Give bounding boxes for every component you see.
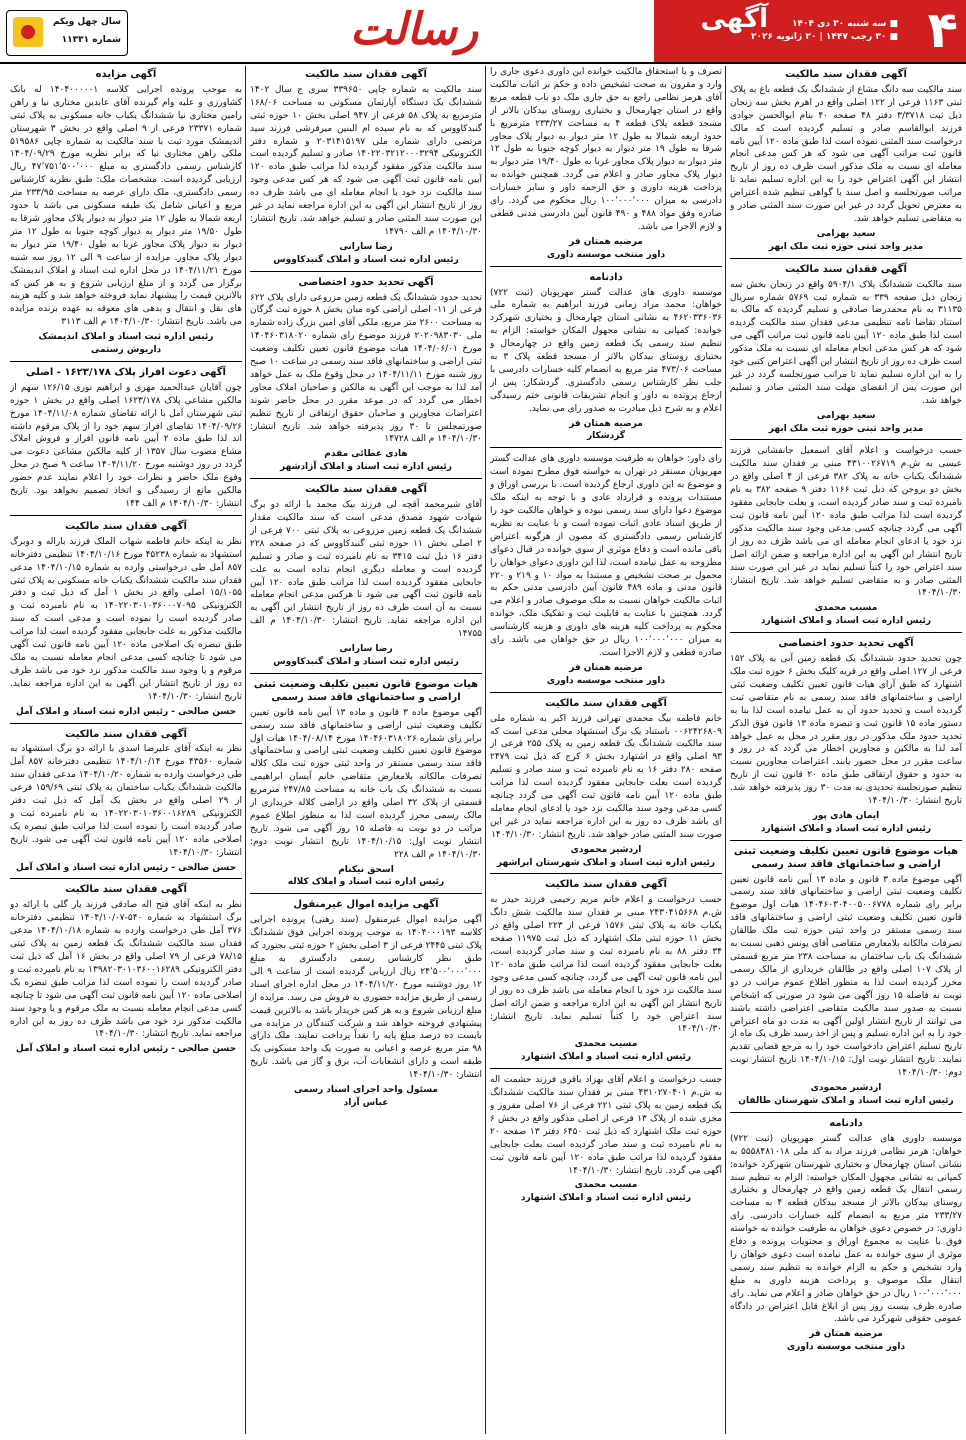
legal-notice <box>490 272 722 449</box>
notice-body: آگهی موضوع ماده ۳ قانون و ماده ۱۳ آیین نامه قانون تعیین تکلیف وضعیت ثبتی اراضی و ساختمانهای فاقد سند رسمی برابر رای شماره ۱۴۰۴۶۰۳۰۴۰۰۵۰۰۶۷۷۸ هیات اول موضوع قانون تعیین تکلیف وضعیت ثبتی اراضی و ساختمانهای فاقد سند رسمی مستقر در واحد ثبتی حوزه ثبت ملک طالقان تصرفات مالکانه بلامعارض متقاضی آقای یونس ذهبی نسبت به ششدانگ یک باب ساختمان به مساحت ۲۳۸ متر مربع قسمتی از پلاک ۱۰۷ اصلی واقع در طالقان خریداری از مالک رسمی محرز گردیده است لذا به منظور اطلاع عموم مراتب در دو نوبت به فاصله ۱۵ روز آگهی می شود در صورتی که اشخاص نسبت به صدور سند مالکیت متقاضی اعتراضی داشته باشند می توانند از تاریخ انتشار اولین آگهی به مدت دو ماه اعتراض خود را به این اداره تسلیم و پس از اخذ رسید ظرف یک ماه از تاریخ تسلیم اعتراض دادخواست خود را به مرجع قضایی تقدیم نمایند. تاریخ انتشار نوبت اول: ۱۴۰۴/۱۰/۱۵ تاریخ انتشار نوبت دوم: ۱۴۰۴/۱۰/۳۰ <box>730 874 962 1079</box>
notice-body: چون آقایان عبدالحمید مهری و ابراهیم نوری ۱۲۶/۱۵ سهم از مالکین مشاعی پلاک ۱۶۲۳/۱۷۸ اصلی واقع در بخش ۱ حوزه ثبتی شهرستان آمل با ارائه تقاضای شماره ۱۴۰۴/۱۱/۰۸ مورخ ۱۴۰۴/۰۹/۲۶ تقاضای افراز سهم خود را از پلاک مرقوم داشته اند لذا طبق ماده ۲ آیین نامه قانون افراز و فروش املاک مشاع مصوب سال ۱۳۵۷ از کلیه مالکین مشاعی دعوت می گردد در روز دوشنبه مورخ ۱۴۰۴/۱۱/۲۰ ساعت ۹ صبح در محل وقوع ملک حاضر و نظرات خود را اعلام نمایند عدم حضور مالکین مانع از رسیدگی و اتخاذ تصمیم نخواهد بود. تاریخ انتشار: ۱۴۰۴/۱۰/۳۰ م الف ۱۴۴ <box>10 382 242 509</box>
notice-body: تصرف و یا استحقاق مالکیت خوانده این داوری دعوی جاری را وارد و مقرون به صحت تشخیص داده و حکم بر اثبات مالکیت آقای هرمز نظامی راجع به حق جاری ملک دو باب قطعه مربع واقع در استان چهارمحال و بختیاری روستای بیدکان بالاتر از مسجد قطعه پلاک قطعه ۴ به مساحت ۲۳۳/۲۷ مترمربع با حدود اربعه شمالا به طول ۱۲ متر دیوار به دیوار پلاک مجاور شرقا به طول ۱۹ متر دیوار به دیوار کوچه جنوبا به طول ۱۲ متر دیوار به دیوار پلاک مجاور غربا به طول ۱۹/۴۰ متر دیوار به دیوار پلاک مجاور صادر و اعلام می گردد. همچنین خوانده به پرداخت هزینه داوری و حق الزحمه داور و سایر خسارات دادرسی به میزان ۱۰۰٬۰۰۰٬۰۰۰ ریال محکوم می گردد. رای صادره وفق مواد ۴۸۸ و ۴۹۰ قانون آیین دادرسی مدنی قطعی و لازم الاجرا می باشد. <box>490 67 722 232</box>
page-number: ۴ <box>927 1 958 59</box>
legal-notice <box>250 899 482 1114</box>
column-divider <box>485 66 486 1434</box>
notice-signatory-title: رئیس اداره ثبت اسناد و املاک گنبدکاووس <box>273 254 459 265</box>
notice-signatory: رضا سارانی <box>339 644 393 655</box>
legal-notice <box>490 879 722 1069</box>
notice-body: سند مالکیت به شماره چاپی ۳۳۹۶۵۰ سری ج سال ۱۴۰۲ ششدانگ یک دستگاه آپارتمان مسکونی به مساحت ۱۶۸/۰۶ مترمربع به پلاک ۵۸ فرعی از ۹۴۷ اصلی بخش ۱۰ حوزه ثبتی گنبدکاووس که به نام سیده ام البنین میرفرشی فرزند سید مرتضی دارای شماره ملی ۲۰۳۱۴۱۵۱۹۷ و شماره دفتر الکترونیکی ۱۴۰۲۲۰۳۲۱۲۰۰۰۳۲۹۴ صادر و تسلیم گردیده است سند مالکیت مذکور مفقود گردیده لذا مراتب طبق ماده ۱۲۰ آیین نامه قانون ثبت آگهی می شود که هر کس مدعی وجود سند مالکیت نزد خود یا انجام معامله ای می باشد ظرف ده روز از تاریخ انتشار این آگهی به این اداره مراجعه نماید در غیر این صورت سند المثنی صادر و تسلیم خواهد شد. تاریخ انتشار: ۱۴۰۴/۱۰/۳۰ م الف ۱۴۷۹۰ <box>250 84 482 237</box>
ads-column-4 <box>10 66 242 1434</box>
legal-notice <box>10 884 242 1060</box>
issue-line: شماره ۱۱۳۳۱ <box>61 35 121 45</box>
notice-signatory: رئیس اداره ثبت اسناد و املاک اندیمشک <box>38 332 214 343</box>
notice-signatory-title: رئیس اداره ثبت اسناد و املاک شهرستان ابراشهر <box>496 857 716 868</box>
notice-signatory: سعید بهرامی <box>816 228 876 239</box>
issue-dates <box>751 18 898 44</box>
notice-signatory-title: داور منتخب موسسه داوری <box>546 675 666 686</box>
notice-signatory: اسحق نیکنام <box>338 864 394 875</box>
legal-notice <box>730 264 962 441</box>
notice-title: آگهی فقدان سند مالکیت <box>545 879 667 891</box>
notice-signatory-title: رئیس اداره ثبت اسناد و املاک کلاله <box>287 877 445 888</box>
notice-title: آگهی فقدان سند مالکیت <box>65 520 187 532</box>
ads-column-3 <box>250 66 482 1434</box>
notice-signatory: مرضیه همتان فر <box>569 662 643 673</box>
notice-title: آگهی دعوت افراز پلاک ۱۶۲۳/۱۷۸ - اصلی <box>26 366 226 378</box>
notice-title: آگهی فقدان سند مالکیت <box>305 484 427 496</box>
legal-notice <box>490 453 722 692</box>
notice-title: آگهی فقدان سند مالکیت <box>65 884 187 896</box>
legal-notice <box>250 69 482 272</box>
notice-body: آگهی موضوع ماده ۳ قانون و ماده ۱۳ آیین نامه قانون تعیین تکلیف وضعیت ثبتی اراضی و ساختمانهای فاقد سند رسمی برابر رای شماره ۱۴۰۴۶۰۳۱۸۰۲۶ مورخ ۱۴۰۴/۰۸/۱۴ هیات اول موضوع قانون تعیین تکلیف وضعیت ثبتی اراضی و ساختمانهای فاقد سند رسمی مستقر در واحد ثبتی حوزه ثبت ملک کلاله تصرفات مالکانه بلامعارض متقاضی خانم آیسان ابراهیمی نسبت به ششدانگ یک باب خانه به مساحت ۲۴۷/۸۵ مترمربع قسمتی از پلاک ۳۲ اصلی واقع در اراضی کلاله خریداری از مالک رسمی محرز گردیده است لذا به منظور اطلاع عموم مراتب در دو نوبت به فاصله ۱۵ روز آگهی می شود. تاریخ انتشار نوبت اول: ۱۴۰۴/۱۰/۱۵ تاریخ انتشار نوبت دوم: ۱۴۰۴/۱۰/۳۰ م الف ۲۲۸ <box>250 707 482 860</box>
notice-signatory-title: رئیس اداره ثبت اسناد و املاک اشتهارد <box>760 616 932 627</box>
legal-notice <box>10 729 242 880</box>
notice-title: دادنامه <box>829 1117 863 1129</box>
notice-signatory-title: رئیس اداره ثبت اسناد و املاک اشتهارد <box>520 1052 692 1063</box>
notice-body: موسسه داوری های عدالت گستر مهرپویان (ثبت ۷۲۲) خواهان: هرمز نظامی فرزند مراد به کد ملی ۵۵۵۸۴۸۱۰۱۸ به نشانی استان چهارمحال و بختیاری شهرستان شهرکرد خوانده: کمپانی به نشانی مجهول المکان خواسته: الزام به تنظیم سند رسمی انتقال یک قطعه زمین واقع در چهارمحال و بختیاری روستای بیدکان بالاتر از مسجد بیدکان قطعه ۴ به مساحت ۲۳۳/۲۷ متر مربع به انضمام کلیه خسارات دادرسی. رای داوری: در خصوص دعوی خواهان به طرفیت خوانده به خواسته فوق با عنایت به مجموع اوراق و محتویات پرونده و دفاع موثری از سوی خوانده به عمل نیامده است دعوی خواهان را وارد تشخیص و حکم به الزام خوانده به تنظیم سند رسمی انتقال ملک موصوف و پرداخت هزینه داوری به مبلغ ۱۰۰٬۰۰۰٬۰۰۰ ریال در حق خواهان صادر و اعلام می نماید. رای صادره ظرف بیست روز پس از ابلاغ قابل اعتراض در دادگاه عمومی حقوقی شهرکرد می باشد. <box>730 1133 962 1325</box>
notice-title: آگهی فقدان سند مالکیت <box>65 728 187 740</box>
notice-title: آگهی مزایده <box>95 69 157 80</box>
header-red-band <box>654 0 966 62</box>
notice-title: آگهی مزایده اموال غیرمنقول <box>293 899 439 911</box>
notice-signatory: ایمان هادی پور <box>812 810 880 821</box>
notice-signatory-title: داور منتخب موسسه داوری <box>546 249 666 260</box>
notice-signatory-title: رئیس اداره ثبت اسناد و املاک اشتهارد <box>760 823 932 834</box>
legal-notice <box>250 484 482 674</box>
legal-notice <box>730 638 962 841</box>
column-divider <box>245 66 246 1434</box>
notice-signatory-title: رئیس اداره ثبت اسناد و املاک شهرستان طالقان <box>738 1095 954 1106</box>
notice-signatory-title: گردشکار <box>586 431 626 442</box>
notice-body: سند مالکیت سه دانگ مشاع از ششدانگ یک قطعه باغ به پلاک ثبتی ۱۱۶۳ فرعی از ۱۲۲ اصلی واقع در اهرم بخش سه زنجان ذیل ثبت ۳/۳۷۱۸ دفتر ۴۸ صفحه ۴۰ بنام ابوالحسن جوادی فرزند ابوالقاسم صادر و تسلیم گردیده است که مالک درخواست سند المثنی نموده است لذا طبق ماده ۱۲۰ آیین نامه قانون ثبت مراتب آگهی می شود که هر کس مدعی انجام معامله ای نسبت به ملک مذکور است ظرف ده روز از تاریخ انتشار این آگهی اعتراض خود را به این اداره تسلیم نماید تا مراتب صورتجلسه و اصل سند یا گواهی تنظیم شده اعتراض به معترض تحویل گردد در غیر این صورت سند المثنی صادر و به متقاضی تسلیم خواهد شد. <box>730 84 962 224</box>
page-header <box>0 0 966 64</box>
notice-signatory-title: مدیر واحد ثبتی حوزه ثبت ملک ابهر <box>768 423 924 434</box>
notice-signatory-title: داور منتخب موسسه داوری <box>786 1342 906 1353</box>
notice-title: آگهی تحدید حدود اختصاصی <box>778 638 914 650</box>
notice-signatory: مسیب محمدی <box>814 603 878 614</box>
notice-signatory: حسن صالحی - رئیس اداره ثبت اسناد و املاک آمل <box>15 862 237 873</box>
notice-signatory-title: مدیر واحد ثبتی حوزه ثبت ملک ابهر <box>768 241 924 252</box>
notice-body: نظر به اینکه آقای علیرضا اسدی با ارائه دو برگ استشهاد به شماره ۴۳۵۶۰ مورخ ۱۴۰۴/۱۰/۱۴ تنظیمی دفترخانه ۸۵۷ آمل طی درخواست وارده به شماره ۱۴۰۴/۱۰/۲۰ مدعی فقدان سند مالکیت ششدانگ یکباب ساختمان به پلاک ثبتی ۱۵۹/۶۹ فرعی از ۲۹ اصلی واقع در بخش یک آمل که ذیل ثبت دفتر الکترونیکی ۱۴۰۲۲۰۳۰۱۰۳۶۰۰۱۶۲۸۹ به نام نامبرده ثبت و صادر گردیده است را نموده است لذا مراتب طبق تبصره یک اصلاحی ماده ۱۲۰ آیین نامه قانون ثبت آگهی می شود. تاریخ انتشار: ۱۴۰۴/۱۰/۳۰ <box>10 744 242 858</box>
legal-notice <box>730 1118 962 1358</box>
column-divider <box>725 66 726 1434</box>
legal-notice <box>490 66 722 267</box>
notice-body: حسب درخواست و اعلام آقای بهزاد باقری فرزند حشمت اله به ش.م ۴۳۱۰۲۷۰۴۰۱ مبنی بر فقدان سند مالکیت ششدانگ یک قطعه زمین به پلاک ثبتی ۲۲۱ فرعی از ۷۶ اصلی مفروز و مجزی شده از پلاک ۱۳ فرعی از اصلی مذکور واقع در بخش ۶ حوزه ثبت ملک اشتهارد که ذیل ثبت ۶۴۵۰ دفتر ۱۳ صفحه ۲۰ به نام نامبرده ثبت و سند صادر گردیده است بعلت جابجایی مفقود گردیده لذا مراتب طبق ماده ۱۲۰ آیین نامه قانون ثبت آگهی می گردد. تاریخ انتشار: ۱۴۰۴/۱۰/۳۰ <box>490 1075 722 1176</box>
notice-body: سند مالکیت ششدانگ پلاک ۵۹۰۴/۱ واقع در زنجان بخش سه زنجان ذیل صفحه ۳۳۹ به شماره ثبت ۵۷۶۹ شماره سریال ۳۱۱۳۵ به نام محمدرضا صادقی و تسلیم گردیده که مالک به استناد تقاضا نامه تنظیمی مدعی فقدان سند مالکیت گردیده است لذا طبق ماده ۱۲۰ آیین نامه قانون ثبت مراتب آگهی می شود که هر کس مدعی انجام معامله ای نسبت به ملک مذکور است ظرف ده روز از تاریخ انتشار این آگهی اعتراض کتبی خود را به این اداره تسلیم نماید تا مراتب صورتجلسه گردد در غیر این صورت پس از انقضای مهلت سند المثنی صادر و تسلیم خواهد شد. <box>730 279 962 406</box>
notice-signatory: سعید بهرامی <box>816 410 876 421</box>
notice-body: به موجب پرونده اجرایی کلاسه ۱۴۰۴۰۰۰۰۰۱ له بانک کشاورزی و علیه وام گیرنده آقای عابدین مختاری نیا و راهن رامین مختاری نیا ششدانگ یکباب خانه مسکونی به پلاک ثبتی شماره ۲۳۳۷۱ فرعی از ۹ اصلی واقع در بخش ۳ شهرستان اندیمشک مورد ثبت با سند مالکیت به شماره چاپی ۵۱۹۵۸۶ ملکی راهن مختاری نیا که برابر نظریه مورخ ۱۴۰۴/۰۹/۲۹ کارشناس رسمی دادگستری به مبلغ ۴۷٬۷۵۱٬۵۰۰٬۰۰۰ ریال ارزیابی گردیده است. مشخصات ملک: طبق نظریه کارشناس رسمی دادگستری، ملک دارای عرصه به مساحت ۲۳۳/۹۵ متر مربع و اعیانی شامل یک طبقه مسکونی می باشد با حدود اربعه شمالا به طول ۱۲ متر دیوار به دیوار پلاک مجاور شرقا به طول ۱۹/۵۰ متر دیوار به دیوار کوچه جنوبا به طول ۱۲ متر دیوار به دیوار پلاک مجاور غربا به طول ۱۹/۴۰ متر دیوار به دیوار پلاک مجاور. مزایده از ساعت ۹ الی ۱۲ روز سه شنبه مورخ ۱۴۰۴/۱۱/۲۱ در محل اداره ثبت اسناد و املاک اندیمشک برگزار می گردد و از مبلغ ارزیابی شروع و به هر کس که بالاترین قیمت را پیشنهاد نماید فروخته خواهد شد و کلیه هزینه های نقل و انتقال و بدهی های معوقه به عهده برنده مزایده می باشد. تاریخ انتشار: ۱۴۰۴/۱۰/۳۰ م الف ۳۱۱۳ <box>10 84 242 328</box>
notice-title: دادنامه <box>589 271 623 283</box>
notice-body: موسسه داوری های عدالت گستر مهرپویان (ثبت ۷۲۲) خواهان: محمد مراد زمانی فرزند ابراهیم به شماره ملی ۴۶۲۰۳۳۶۰۳۶ به نشانی استان چهارمحال و بختیاری شهرکرد خوانده: کمپانی به نشانی مجهول المکان خواسته: الزام به تنظیم سند رسمی یک قطعه زمین واقع در چهارمحال و بختیاری روستای بیدکان بالاتر از مسجد قطعه پلاک ۳ به مساحت ۴۷۳/۰۶ متر مربع به انضمام کلیه خسارات دادرسی با جلب نظر کارشناس رسمی دادگستری. گردشکار: پس از ارجاع پرونده به داور و انجام تشریفات قانونی ختم رسیدگی اعلام و به شرح ذیل مبادرت به صدور رای می نماید. <box>490 287 722 414</box>
notice-signatory: مسیب محمدی <box>574 1180 638 1191</box>
notice-body: حسب درخواست و اعلام خانم مریم رحیمی فرزند حیدر به ش.م ۲۴۳۰۴۱۵۶۶۸ مبنی بر فقدان سند مالکیت شش دانگ یکباب خانه به پلاک ثبتی ۱۵۷۶ فرعی از ۲۲۳ اصلی واقع در بخش ۱۱ حوزه ثبتی ملک اشتهارد که ذیل ثبت ۱۱۹۷۵ صفحه ۳۴ دفتر ۸۸ به نام نامبرده ثبت و سند صادر گردیده است، بعلت جابجایی مفقود گردیده است لذا مراتب طبق ماده ۱۲۰ آیین نامه قانون ثبت آگهی می گردد، چنانچه کسی مدعی وجود سند مالکیت نزد خود یا انجام معامله می باشد ظرف ده روز از تاریخ انتشار این آگهی به این اداره مراجعه و ضمن ارائه اصل سند اعتراض خود را کتباً تسلیم نماید. تاریخ انتشار: ۱۴۰۴/۱۰/۳۰ <box>490 895 722 1035</box>
notice-signatory: هادی عطائی مقدم <box>324 449 408 460</box>
logo-badge-icon <box>13 17 43 47</box>
notice-signatory: مسئول واحد اجرای اسناد رسمی <box>293 1085 439 1096</box>
newspaper-logo: رسالت <box>350 4 479 55</box>
legal-notice <box>10 367 242 516</box>
notice-body: خانم فاطمه بیگ محمدی تهرانی فرزند اکبر به شماره ملی ۰۰۶۲۴۲۶۸۰۹ باستناد یک برگ استشهاد محلی مدعی است که سند مالکیت ششدانگ یک قطعه زمین به پلاک ۲۵۵ فرعی از ۹۳ اصلی واقع در اشتهارد بخش ۶ کرج که ذیل ثبت ۲۴۷۹ صفحه ۲۸۰ دفتر ۱۶ به نام نامبرده ثبت و سند صادر و تسلیم گردیده است بعلت جابجایی مفقود گردیده است لذا مراتب طبق ماده ۱۲۰ آیین نامه قانون ثبت آگهی می گردد چنانچه کسی مدعی وجود سند مالکیت نزد خود یا ادعای انجام معامله ای باشد ظرف ده روز به این اداره مراجعه نماید در غیر این صورت سند المثنی صادر خواهد شد. تاریخ انتشار: ۱۴۰۴/۱۰/۳۰ <box>490 713 722 840</box>
notice-signatory: حسن صالحی - رئیس اداره ثبت اسناد و املاک آمل <box>15 706 237 717</box>
notice-body: نظر به اینکه خانم فاطمه شهاب الملک فرزند باراله و دوبرگ استشهاد به شماره ۴۵۲۳۸ مورخ ۱۴۰۴/۱۰/۱۶ تنظیمی دفترخانه ۸۵۷ آمل طی درخواستی وارده به شماره ۱۴۰۴/۱۰/۱۵ مدعی فقدان سند مالکیت ششدانگ یکباب خانه مسکونی به پلاک ثبتی ۱۵/۱۰۵۵ اصلی واقع در بخش ۱ آمل که ذیل ثبت و دفتر الکترونیکی ۱۴۰۲۲۰۳۰۱۰۳۶۰۰۰۷۰۹۵ به نام نامبرده ثبت و صادر گردیده است را نموده است و مدعی است که سند مالکیت مذکور به علت جابجایی مفقود گردیده است لذا مراتب طبق تبصره یک اصلاحی ماده ۱۲۰ آیین نامه قانون ثبت آگهی می شود تا چنانچه کسی مدعی انجام معامله نسبت به ملک مرقوم و یا وجود سند مالکیت مذکور نزد خود می باشد ظرف ده روز از تاریخ انتشار این آگهی به این اداره مراجعه نماید. تاریخ انتشار: ۱۴۰۴/۱۰/۳۰ <box>10 536 242 702</box>
legal-notice <box>490 698 722 875</box>
notice-title: هیات موضوع قانون تعیین تکلیف وضعیت ثبتی اراضی و ساختمانهای فاقد سند رسمی <box>733 845 959 870</box>
notice-signatory: اردشیر محمودی <box>570 844 642 855</box>
notice-signatory: اردشیر محمودی <box>810 1083 882 1094</box>
legal-notice <box>730 846 962 1113</box>
notice-body: نظر به اینکه آقای فتح اله صادقی فرزند یار گلی با ارائه دو برگ استشهاد به شماره ۵۴۰-۱۴۰۴/۱۰/۰۷ تنظیمی دفترخانه ۳۷۶ آمل طی درخواست وارده به شماره ۱۴۰۴/۱۰/۱۸ مدعی فقدان سند مالکیت ششدانگ یک قطعه زمین به پلاک ثبتی ۷۸/۱۵ فرعی از ۷۹ اصلی واقع در بخش ۱۶ آمل که ذیل ثبت دفتر الکترونیکی ۱۳۹۸۲۰۳۰۱۰۳۶۰۰۱۶۲۸۹ به نام نامبرده ثبت و صادر گردیده است را نموده است لذا مراتب طبق تبصره یک اصلاحی ماده ۱۲۰ آیین نامه قانون ثبت آگهی می شود تا چنانچه کسی مدعی انجام معامله نسبت به ملک مرقوم و یا وجود سند مالکیت مذکور نزد خود می باشد ظرف ده روز به این اداره مراجعه نماید. تاریخ انتشار: ۱۴۰۴/۱۰/۳۰ <box>10 900 242 1040</box>
ads-column-1 <box>730 66 962 1434</box>
notice-signatory: مرضیه همتان فر <box>569 418 643 429</box>
notice-signatory: مسیب محمدی <box>574 1039 638 1050</box>
notice-signatory-title: رئیس اداره ثبت اسناد و املاک گنبدکاووس <box>273 656 459 667</box>
legal-notice <box>10 521 242 724</box>
date-line-1: ■ سه شنبه ۳۰ دی ۱۴۰۴ <box>792 19 898 29</box>
notice-title: آگهی فقدان سند مالکیت <box>545 697 667 709</box>
notice-signatory: مرضیه همتان فر <box>569 236 643 247</box>
legal-notice <box>250 277 482 480</box>
notice-title: آگهی تحدید حدود اختصاصی <box>298 276 434 288</box>
notice-title: آگهی فقدان سند مالکیت <box>305 69 427 80</box>
notice-signatory-title: عباس آزاد <box>343 1097 389 1108</box>
notice-body: آقای شیرمحمد آقچه لی فرزند بیک محمد با ارائه دو برگ شهادت شهود مصدق مدعی است که سند مالکیت مقدار ششدانگ یک قطعه زمین مزروعی به پلاک ثبتی ۷۰۰ فرعی از ۲ اصلی بخش ۱۱ حوزه ثبتی گنبدکاووس که در صفحه ۲۲۸ دفتر ۱۶ ذیل ثبت ۳۴۱۵ به نام نامبرده ثبت و صادر و تسلیم گردیده است و معامله دیگری انجام نداده است به علت جابجایی مفقود گردیده است لذا مراتب طبق ماده ۱۲۰ آیین نامه قانون ثبت آگهی می شود تا هرکس مدعی انجام معامله نسبت به آن است ظرف ده روز از تاریخ انتشار این آگهی به این اداره مراجعه نماید. تاریخ انتشار: ۱۴۰۴/۱۰/۳۰ م الف ۱۴۷۵۵ <box>250 500 482 640</box>
date-line-2: ■ ۳۰ رجب ۱۴۴۷ | ۲۰ ژانویه ۲۰۲۶ <box>750 32 898 42</box>
issue-meta-box <box>6 10 128 56</box>
notice-body: تحدید حدود ششدانگ یک قطعه زمین مزروعی دارای پلاک ۶۲۲ فرعی از ۱۱- اصلی اراضی کوه مبان بخش ۸ حوزه ثبت گرگان به مساحت ۲۶۰۰ متر مربع، ملکی آقای امین بزرگ زاده شماره ملی ۲۰۲۰۹۸۳۰۳۰ فرزند موضوع رای شماره ۱۴۰۴۶۰۳۱۸۰۲۰ مورخ ۱۴۰۴/۰۶/۰۱ هیات موضوع قانون تعیین تکلیف وضعیت ثبتی اراضی و ساختمانهای فاقد سند رسمی در ساعت ۱۰ صبح روز شنبه مورخ ۱۴۰۴/۱۱/۱۱ در محل وقوع ملک به عمل خواهد آمد لذا به موجب این آگهی به مالکین و صاحبان املاک مجاور اخطار می گردد که در موعد مقرر در محل حاضر شوند اعتراضات مجاورین و صاحبان حقوق ارتفاقی از تاریخ تنظیم صورتمجلس تا ۳۰ روز پذیرفته خواهد شد. تاریخ انتشار: ۱۴۰۴/۱۰/۳۰ م الف ۱۴۷۲۸ <box>250 292 482 445</box>
notice-body: چون تحدید حدود ششدانگ یک قطعه زمین آبی به پلاک ۱۵۲ فرعی از ۱۲۷ اصلی واقع در قریه کلیک بخش ۶ حوزه ثبت ملک اشتهارد که طبق آرای هیات قانون تعیین تکلیف وضعیت ثبتی اراضی و ساختمانهای فاقد سند رسمی به نام متقاضی ثبت گردیده است و تحدید حدود آن به عمل نیامده است لذا بنا به دستور ماده ۱۵ قانون ثبت و تبصره ماده ۱۳ قانون فوق الذکر تحدید حدود ملک مذکور در روز مقرر در محل به عمل خواهد آمد لذا به مالکین و مجاورین اخطار می گردد که در روز و ساعت مقرر در محل حضور یابند. اعتراضات مجاورین نسبت به حدود و حقوق ارتفاقی طبق ماده ۲۰ قانون ثبت از تاریخ تنظیم صورتجلسه تحدیدی به مدت ۳۰ روز پذیرفته خواهد شد. تاریخ انتشار: ۱۴۰۴/۱۰/۳۰ <box>730 654 962 807</box>
notice-title: آگهی فقدان سند مالکیت <box>785 263 907 275</box>
notice-signatory-title: رئیس اداره ثبت اسناد و املاک آزادشهر <box>280 462 452 473</box>
notice-title: آگهی فقدان سند مالکیت <box>785 69 907 80</box>
notice-signatory-title: داریوش رستمی <box>90 345 162 356</box>
notice-body: حسب درخواست و اعلام آقای اسمعیل جانفشانی فرزند عیسی به ش.م ۴۳۱۰۰۲۶۷۱۹ مبنی بر فقدان سند مالکیت ششدانگ یکباب خانه به پلاک ۳۸۲ فرعی از ۴ اصلی واقع در بخش دو بروجن که ذیل ثبت ۱۱۶۶ دفتر ۹ صفحه ۳۸۲ به نام نامبرده ثبت و سند صادر گردیده است، و بعلت جابجایی مفقود گردیده است لذا مراتب طبق ماده ۱۲۰ آیین نامه قانون ثبت آگهی می گردد چنانچه کسی مدعی وجود سند مالکیت مذکور نزد خود یا ادعای انجام معامله ای می باشد ظرف ده روز از تاریخ انتشار این آگهی به این اداره مراجعه و ضمن ارائه اصل سند اعتراض خود را کتباً تسلیم نماید در غیر این صورت سند المثنی صادر و به متقاضی تسلیم خواهد شد. تاریخ انتشار: ۱۴۰۴/۱۰/۳۰ <box>730 446 962 599</box>
notice-signatory-title: رئیس اداره ثبت اسناد و املاک اشتهارد <box>520 1193 692 1204</box>
notice-body: آگهی مزایده اموال غیرمنقول (سند رهنی) پرونده اجرایی کلاسه ۱۴۰۴۰۰۰۱۹۳ به موجب پرونده اجرایی فوق ششدانگ پلاک ثبتی ۲۴۴۵ فرعی از ۳ اصلی بخش ۲ حوزه ثبتی بجنورد که طبق نظر کارشناس رسمی دادگستری به مبلغ ۲۴٬۵۰۰٬۰۰۰٬۰۰۰ ریال ارزیابی گردیده است از ساعت ۹ الی ۱۲ روز دوشنبه مورخ ۱۴۰۴/۱۱/۲۰ در محل اداره اجرای اسناد رسمی از طریق مزایده حضوری به فروش می رسد. مزایده از مبلغ ارزیابی شروع و به هر کس خریدار باشد به بالاترین قیمت پیشنهادی فروخته خواهد شد و شرکت کنندگان در مزایده می بایست ده درصد مبلغ پایه را نقداً پرداخت نمایند. ملک دارای ۹۸ متر مربع عرصه و اعیانی به صورت یک واحد مسکونی یک طبقه است و دارای انشعابات آب، برق و گاز می باشد. تاریخ انتشار: ۱۴۰۴/۱۰/۳۰ <box>250 915 482 1081</box>
section-title: آگهی <box>700 4 768 34</box>
notice-signatory: مرضیه همتان فر <box>809 1329 883 1340</box>
legal-notice <box>490 1074 722 1209</box>
legal-notice <box>250 679 482 895</box>
notice-title: هیات موضوع قانون تعیین تکلیف وضعیت ثبتی اراضی و ساختمانهای فاقد سند رسمی <box>253 678 479 703</box>
year-line: سال چهل ویکم <box>52 17 121 27</box>
legal-notice <box>730 445 962 633</box>
notice-signatory: رضا سارانی <box>339 241 393 252</box>
legal-notice <box>10 69 242 362</box>
notice-body: رای داور: خواهان به طرفیت موسسه داوری های عدالت گستر مهرپویان مستقر در تهران به خواسته فوق مطرح نموده است و موضوع به این داوری ارجاع گردیده است. با بررسی اوراق و مستندات پرونده و قرارداد عادی و با توجه به اینکه ملک موضوع دعوا دارای سند رسمی نبوده و خواهان مالکیت خود را از طریق اسناد عادی اثبات نموده است و با عنایت به نظریه کارشناس رسمی دادگستری که مصون از هرگونه اعتراض باقی مانده است و دفاع موثری از سوی خوانده در قبال دعوای مطروحه به عمل نیامده است، لذا این داوری دعوای خواهان را محمول بر صحت تشخیص و مستندا به مواد ۱۰ و ۲۱۹ و ۲۲۰ قانون مدنی و ماده ۴۸۹ قانون آیین دادرسی مدنی حکم به اثبات مالکیت خواهان نسبت به ملک موصوف صادر و اعلام می گردد. همچنین با عنایت به قابلیت ثبت و تفکیک ملک، خوانده محکوم به پرداخت کلیه هزینه های داوری و هزینه کارشناسی به میزان ۱۰۰٬۰۰۰٬۰۰۰ ریال در حق خواهان می باشد. رای صادره قطعی و لازم الاجرا است. <box>490 454 722 658</box>
notice-signatory: حسن صالحی - رئیس اداره ثبت اسناد و املاک آمل <box>15 1044 237 1055</box>
legal-notice <box>730 69 962 259</box>
ads-column-2 <box>490 66 722 1434</box>
